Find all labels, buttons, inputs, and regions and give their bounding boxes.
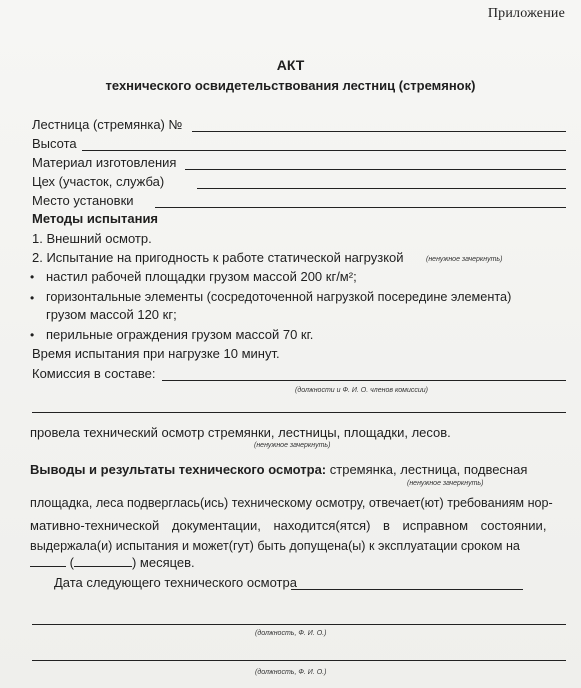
bullet-icon: • [30, 270, 35, 284]
signature-line-2[interactable] [32, 660, 566, 661]
methods-bullet-1: настил рабочей площадки грузом массой 200 кг/м²; [46, 269, 357, 284]
document-title: АКТ [276, 57, 305, 73]
bullet-icon: • [30, 328, 35, 342]
conclusions-heading-tail: стремянка, лестница, подвесная [329, 462, 528, 477]
inspection-text: провела технический осмотр стремянки, лестницы, площадки, лесов. [30, 425, 451, 440]
conclusions-heading-row [30, 462, 527, 477]
conclusions-caption: (ненужное зачеркнуть) [407, 480, 484, 487]
methods-item-1: 1. Внешний осмотр. [32, 231, 152, 246]
conclusions-line-2: мативно-технической документации, находится(ятся) в исправном состоянии, [30, 518, 547, 533]
field-location-label: Место установки [32, 193, 134, 208]
commission-label: Комиссия в составе: [32, 366, 156, 381]
field-material-label: Материал изготовления [32, 155, 177, 170]
next-inspection-label: Дата следующего технического осмотра [54, 575, 297, 590]
commission-caption: (должности и Ф. И. О. членов комиссии) [295, 387, 428, 394]
inspection-caption: (ненужное зачеркнуть) [254, 442, 331, 449]
commission-line-1[interactable] [162, 380, 566, 381]
methods-strike-note: (ненужное зачеркнуть) [426, 256, 503, 263]
months-label: ) месяцев. [131, 555, 195, 570]
bullet-icon: • [30, 291, 35, 305]
field-ladder-number-line[interactable] [192, 131, 566, 132]
months-words-line[interactable] [74, 556, 132, 567]
months-number-line[interactable] [30, 556, 66, 567]
methods-bullet-2a: горизонтальные элементы (сосредоточенной нагрузкой посередине элемента) [46, 290, 512, 304]
conclusions-line-4 [30, 555, 195, 570]
appendix-label: Приложение [487, 6, 565, 21]
commission-line-2[interactable] [32, 412, 566, 413]
signature-line-1[interactable] [32, 624, 566, 625]
methods-bullet-2b: грузом массой 120 кг; [46, 307, 177, 322]
field-workshop-label: Цех (участок, служба) [32, 174, 165, 189]
methods-heading: Методы испытания [32, 211, 159, 226]
field-location-line[interactable] [155, 207, 566, 208]
field-ladder-number-label: Лестница (стремянка) № [32, 117, 183, 132]
methods-bullet-3: перильные ограждения грузом массой 70 кг. [46, 327, 314, 342]
next-inspection-line[interactable] [291, 589, 523, 590]
paren-open: ( [69, 555, 74, 570]
field-height-label: Высота [32, 136, 77, 151]
signature-caption-2: (должность, Ф. И. О.) [255, 669, 327, 676]
conclusions-heading: Выводы и результаты технического осмотра: [30, 462, 327, 477]
conclusions-line-1: площадка, леса подверглась(ись) техническому осмотру, отвечает(ют) требованиям нор- [30, 496, 553, 510]
signature-caption-1: (должность, Ф. И. О.) [255, 630, 327, 637]
field-workshop-line[interactable] [197, 188, 566, 189]
field-height-line[interactable] [82, 150, 566, 151]
field-material-line[interactable] [185, 169, 566, 170]
conclusions-line-3: выдержала(и) испытания и может(гут) быть допущена(ы) к эксплуатации сроком на [30, 539, 520, 553]
methods-item-2: 2. Испытание на пригодность к работе статической нагрузкой [32, 250, 404, 265]
document-subtitle: технического освидетельствования лестниц (стремянок) [105, 78, 476, 93]
test-time-text: Время испытания при нагрузке 10 минут. [32, 346, 280, 361]
